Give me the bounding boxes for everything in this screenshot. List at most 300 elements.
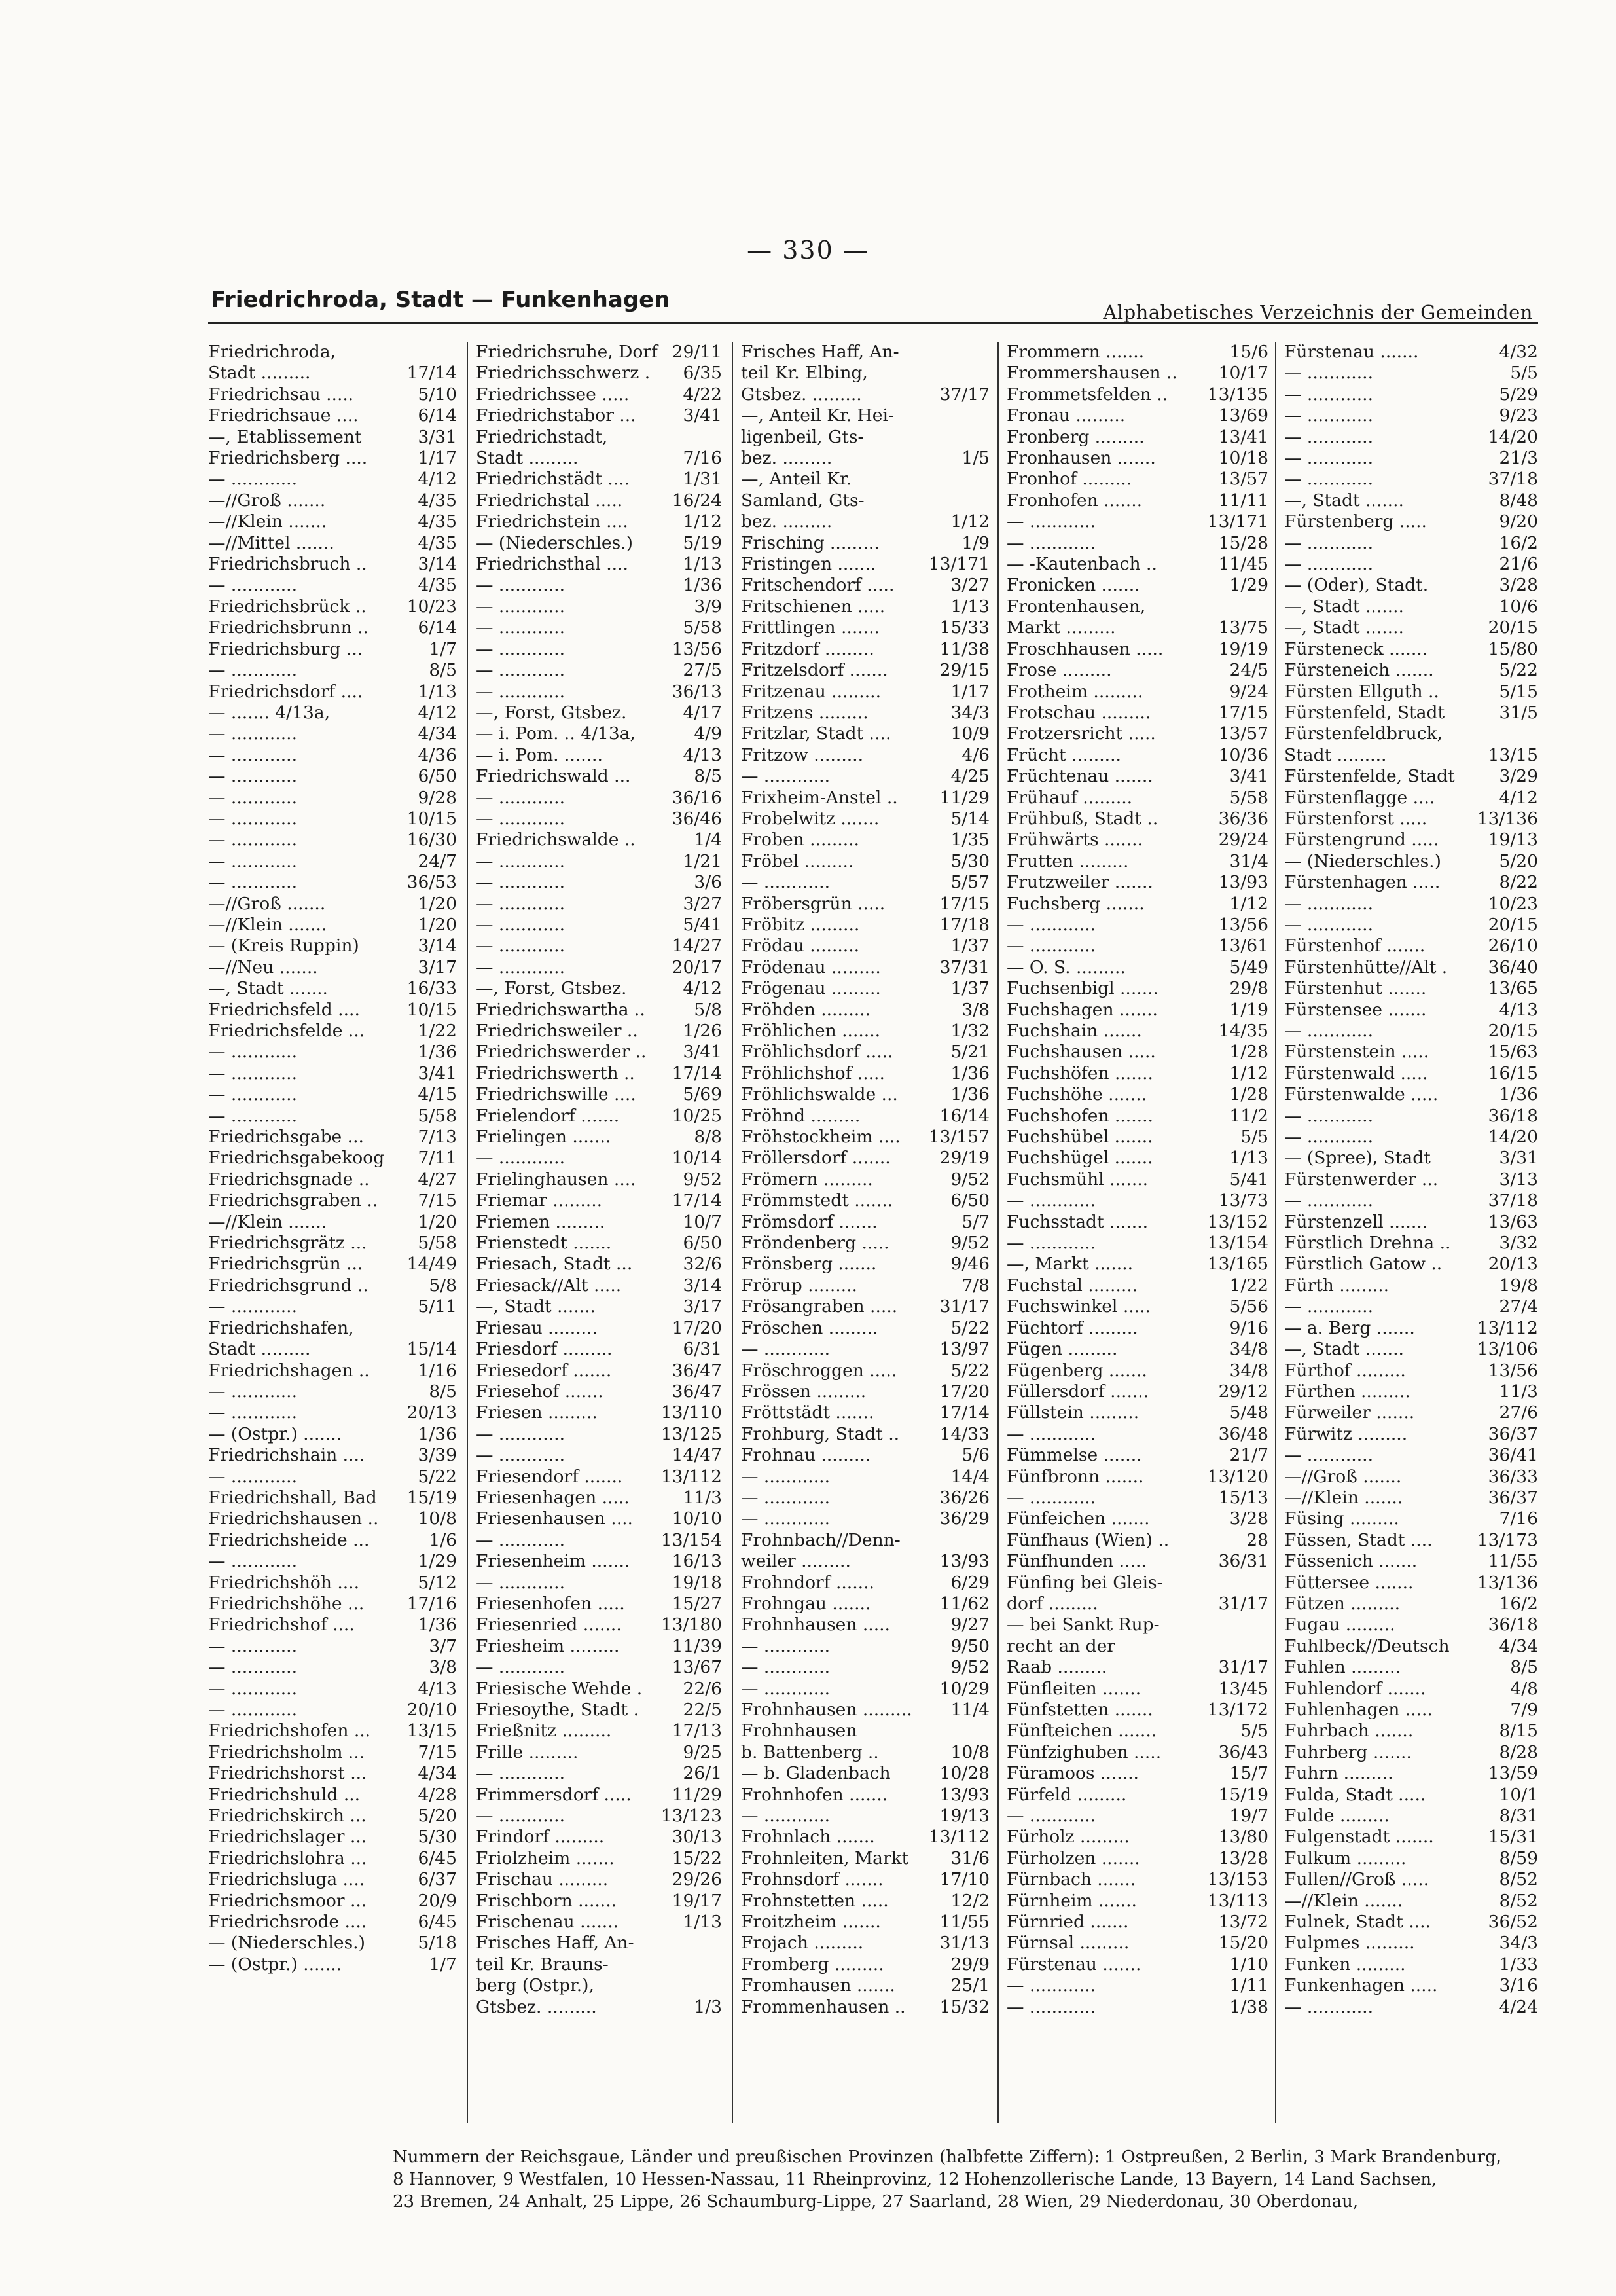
region-code: 1/21: [683, 850, 722, 871]
place-name: Fürstenhütte//Alt .: [1284, 957, 1448, 977]
place-name: Friedrichshofen ...: [208, 1721, 371, 1741]
region-code: 5/22: [950, 1317, 990, 1338]
region-code: 5/21: [950, 1042, 990, 1063]
index-entry: [1007, 1933, 1268, 1954]
place-name: — ............: [1007, 1806, 1096, 1827]
region-code: 4/13: [683, 744, 722, 765]
region-code: 15/20: [1218, 1933, 1268, 1954]
place-name: Friedrichstädt ....: [476, 469, 630, 490]
index-entry: [1284, 427, 1538, 448]
place-name: —//Groß .......: [1284, 1466, 1402, 1487]
place-name: — ............: [476, 893, 566, 914]
index-entry: [741, 511, 990, 532]
header-rule: [208, 322, 1538, 324]
place-name: Friemar .........: [476, 1190, 603, 1211]
place-name: Füssenich .......: [1284, 1551, 1418, 1572]
place-name: — ............: [1007, 1996, 1096, 2017]
place-name: Fürstenfeldbruck,: [1284, 723, 1443, 744]
place-name: Fürstenflagge ....: [1284, 787, 1435, 808]
place-name: Fürstenzell .......: [1284, 1211, 1428, 1232]
place-name: Frojach .........: [741, 1933, 864, 1954]
region-code: 1/17: [950, 681, 990, 702]
place-name: —//Klein .......: [208, 914, 327, 935]
index-entry: [476, 575, 722, 596]
index-entry: [476, 1975, 722, 1996]
place-name: Friesoythe, Stadt .: [476, 1700, 639, 1720]
region-code: 5/58: [418, 1233, 457, 1254]
place-name: — ............: [208, 1084, 298, 1105]
region-code: 3/14: [418, 936, 457, 957]
index-entry: [741, 702, 990, 723]
region-code: 6/31: [683, 1339, 722, 1360]
index-entry: [476, 1190, 722, 1211]
index-entry: [476, 1467, 722, 1487]
index-entry: [476, 1594, 722, 1614]
index-entry: [476, 617, 722, 638]
region-code: 31/5: [1499, 702, 1538, 723]
index-column-3: [732, 342, 990, 2123]
region-code: 13/171: [1207, 511, 1268, 532]
index-entry: [476, 1721, 722, 1741]
region-code: 15/63: [1488, 1042, 1538, 1063]
place-name: Fröhlichswalde ...: [741, 1084, 898, 1105]
index-entry: [476, 1679, 722, 1700]
region-code: 1/12: [1229, 893, 1268, 914]
index-entry: [1284, 1445, 1538, 1466]
place-name: — (Ostpr.) .......: [208, 1954, 342, 1975]
index-entry: [208, 1530, 457, 1551]
index-entry: [741, 957, 990, 978]
index-entry: [1007, 1614, 1268, 1635]
region-code: 17/18: [939, 914, 990, 935]
index-entry: [1007, 1891, 1268, 1912]
index-entry: [208, 1402, 457, 1423]
index-entry: [1007, 872, 1268, 893]
place-name: — ............: [1284, 426, 1374, 447]
index-entry: [1284, 554, 1538, 575]
place-name: Frotschau .........: [1007, 702, 1151, 723]
region-code: 4/25: [950, 766, 990, 787]
index-entry: [1007, 1021, 1268, 1042]
index-entry: [208, 1742, 457, 1763]
index-entry: [476, 1296, 722, 1317]
place-name: — ............: [476, 1763, 566, 1784]
region-code: 1/16: [418, 1360, 457, 1381]
place-name: Fröhden .........: [741, 999, 871, 1020]
index-entry: [476, 1763, 722, 1784]
place-name: Füramoos .......: [1007, 1763, 1139, 1784]
place-name: Fritschendorf .....: [741, 575, 895, 596]
index-entry: [476, 342, 722, 363]
place-name: Fritzelsdorf .......: [741, 660, 888, 681]
index-entry: [741, 1614, 990, 1635]
place-name: Fröhlichsdorf .....: [741, 1042, 893, 1063]
place-name: Friedrichsberg ....: [208, 448, 368, 469]
region-code: 7/13: [418, 1127, 457, 1148]
place-name: Friedrichsgraben ..: [208, 1190, 378, 1211]
region-code: 1/28: [1229, 1042, 1268, 1063]
index-entry: [1284, 363, 1538, 384]
place-name: — ............: [208, 1551, 298, 1572]
region-code: 3/8: [961, 999, 990, 1020]
index-entry: [1007, 1169, 1268, 1190]
region-code: 9/50: [950, 1635, 990, 1656]
place-name: Fronberg .........: [1007, 426, 1145, 447]
index-entry: [476, 1848, 722, 1869]
region-code: 9/20: [1499, 511, 1538, 532]
index-entry: [208, 1551, 457, 1572]
place-name: Frössen .........: [741, 1381, 867, 1402]
index-entry: [476, 533, 722, 554]
region-code: 10/25: [672, 1105, 722, 1126]
index-entry: [741, 788, 990, 809]
place-name: Frohnhofen .......: [741, 1784, 888, 1805]
index-entry: [208, 872, 457, 893]
index-entry: [1007, 682, 1268, 702]
region-code: 5/58: [1229, 787, 1268, 808]
region-code: 4/35: [418, 511, 457, 532]
place-name: Frörup .........: [741, 1275, 857, 1296]
region-code: 29/12: [1218, 1381, 1268, 1402]
place-name: — ............: [476, 872, 566, 893]
index-entry: [1284, 745, 1538, 766]
index-entry: [476, 682, 722, 702]
index-entry: [741, 1551, 990, 1572]
region-code: 13/180: [660, 1614, 722, 1635]
index-entry: [1284, 936, 1538, 957]
index-entry: [1284, 723, 1538, 744]
region-code: 12/2: [950, 1890, 990, 1911]
place-name: — ............: [476, 850, 566, 871]
index-entry: [1284, 1997, 1538, 2018]
region-code: 9/25: [683, 1741, 722, 1762]
index-entry: [1007, 342, 1268, 363]
region-code: 10/15: [406, 999, 457, 1020]
place-name: Fröllersdorf .......: [741, 1148, 891, 1169]
place-name: — O. S. .........: [1007, 957, 1126, 977]
region-code: 9/23: [1499, 405, 1538, 426]
place-name: Fröhstockheim ....: [741, 1127, 901, 1148]
region-code: 17/14: [939, 1402, 990, 1423]
place-name: Frille .........: [476, 1741, 579, 1762]
place-name: Fürwitz .........: [1284, 1423, 1408, 1444]
index-entry: [741, 1487, 990, 1508]
region-code: 22/5: [683, 1700, 722, 1720]
region-code: 36/43: [1218, 1741, 1268, 1762]
region-code: 36/52: [1488, 1912, 1538, 1933]
region-code: 10/9: [950, 723, 990, 744]
region-code: 3/31: [418, 426, 457, 447]
region-code: 5/6: [961, 1445, 990, 1466]
place-name: Friedrichslohra ...: [208, 1848, 367, 1868]
index-entry: [741, 1530, 990, 1551]
region-code: 9/28: [418, 787, 457, 808]
place-name: Fürstenwalde .....: [1284, 1084, 1439, 1105]
index-entry: [1284, 448, 1538, 469]
region-code: 19/13: [939, 1806, 990, 1827]
index-entry: [476, 1445, 722, 1466]
place-name: Fürstenwald .....: [1284, 1063, 1428, 1084]
place-name: ligenbeil, Gts-: [741, 426, 864, 447]
region-code: 20/17: [672, 957, 722, 977]
region-code: 36/37: [1488, 1487, 1538, 1508]
place-name: recht an der: [1007, 1635, 1115, 1656]
place-name: — (Niederschles.): [1284, 850, 1441, 871]
region-code: 1/32: [950, 1021, 990, 1041]
place-name: — ............: [208, 872, 298, 893]
index-entry: [1007, 1233, 1268, 1254]
place-name: — ............: [208, 469, 298, 490]
place-name: Friesehof .......: [476, 1381, 603, 1402]
place-name: Friedrichsgnade ..: [208, 1169, 370, 1190]
place-name: — ............: [1284, 532, 1374, 553]
index-entry: [208, 427, 457, 448]
place-name: — ............: [741, 1657, 831, 1678]
index-entry: [741, 448, 990, 469]
region-code: 10/7: [683, 1211, 722, 1232]
region-code: 13/173: [1477, 1529, 1538, 1550]
place-name: Friemen .........: [476, 1211, 605, 1232]
index-entry: [1007, 554, 1268, 575]
region-code: 13/154: [1207, 1233, 1268, 1254]
index-entry: [208, 660, 457, 681]
place-name: — ............: [1284, 1445, 1374, 1466]
index-entry: [1284, 1869, 1538, 1890]
index-entry: [741, 1827, 990, 1848]
place-name: Fünfteichen .......: [1007, 1721, 1157, 1741]
region-code: 14/35: [1218, 1021, 1268, 1041]
place-name: — -Kautenbach ..: [1007, 554, 1157, 575]
region-code: 5/30: [950, 850, 990, 871]
place-name: —, Stadt .......: [1284, 617, 1404, 638]
index-entry: [1007, 1785, 1268, 1806]
region-code: 9/16: [1229, 1317, 1268, 1338]
region-code: 32/6: [683, 1254, 722, 1275]
region-code: 8/52: [1499, 1869, 1538, 1890]
index-entry: [476, 1275, 722, 1296]
index-entry: [1284, 1106, 1538, 1127]
region-code: 13/56: [672, 638, 722, 659]
place-name: — ............: [1284, 469, 1374, 490]
index-entry: [476, 936, 722, 957]
region-code: 10/28: [939, 1763, 990, 1784]
region-code: 1/28: [1229, 1084, 1268, 1105]
index-entry: [1284, 1212, 1538, 1233]
index-entry: [476, 1636, 722, 1657]
index-entry: [1007, 660, 1268, 681]
index-entry: [741, 1212, 990, 1233]
region-code: 15/19: [1218, 1784, 1268, 1805]
region-code: 36/33: [1488, 1466, 1538, 1487]
index-entry: [476, 1827, 722, 1848]
place-name: Früchtenau .......: [1007, 766, 1153, 787]
place-name: Frömern .........: [741, 1169, 873, 1190]
place-name: — ............: [1284, 363, 1374, 384]
index-entry: [208, 554, 457, 575]
index-columns: [208, 342, 1538, 2142]
index-entry: [1284, 1912, 1538, 1933]
place-name: — ............: [1284, 384, 1374, 405]
region-code: 29/11: [672, 342, 722, 362]
region-code: 3/14: [683, 1275, 722, 1296]
region-code: 6/50: [418, 766, 457, 787]
place-name: — ............: [1284, 914, 1374, 935]
place-name: — ............: [208, 575, 298, 596]
index-entry: [1007, 1360, 1268, 1381]
place-name: teil Kr. Elbing,: [741, 363, 868, 384]
region-code: 17/14: [406, 363, 457, 384]
index-entry: [1284, 1254, 1538, 1275]
index-entry: [208, 1679, 457, 1700]
index-entry: [1284, 915, 1538, 936]
index-entry: [1007, 1000, 1268, 1021]
index-entry: [741, 936, 990, 957]
region-code: 5/58: [683, 617, 722, 638]
region-code: 5/8: [694, 999, 722, 1020]
region-code: 36/40: [1488, 957, 1538, 977]
region-code: 1/13: [1229, 1148, 1268, 1169]
place-name: Fristingen .......: [741, 554, 876, 575]
index-entry: [1007, 1445, 1268, 1466]
region-code: 17/13: [672, 1721, 722, 1741]
index-entry: [208, 1614, 457, 1635]
region-code: 9/52: [950, 1169, 990, 1190]
index-entry: [208, 575, 457, 596]
region-code: 10/10: [672, 1508, 722, 1529]
region-code: 1/12: [683, 511, 722, 532]
index-entry: [208, 1381, 457, 1402]
place-name: berg (Ostpr.),: [476, 1975, 594, 1996]
header-title: Friedrichroda, Stadt — Funkenhagen: [211, 287, 670, 313]
place-name: — ............: [476, 787, 566, 808]
region-code: 3/17: [683, 1296, 722, 1317]
region-code: 8/48: [1499, 490, 1538, 511]
place-name: Fünfstetten .......: [1007, 1700, 1153, 1720]
place-name: Friesheim .........: [476, 1635, 620, 1656]
index-entry: [741, 427, 990, 448]
place-name: Fürweiler .......: [1284, 1402, 1415, 1423]
index-entry: [1284, 702, 1538, 723]
index-entry: [1284, 1487, 1538, 1508]
region-code: 4/35: [418, 490, 457, 511]
index-entry: [1284, 1891, 1538, 1912]
region-code: 29/24: [1218, 829, 1268, 850]
region-code: 16/2: [1499, 1593, 1538, 1614]
place-name: — ............: [741, 1487, 831, 1508]
place-name: Friedrichsruhe, Dorf: [476, 342, 658, 362]
index-entry: [741, 1318, 990, 1339]
region-code: 3/41: [683, 1042, 722, 1063]
region-code: 19/18: [672, 1572, 722, 1593]
index-entry: [741, 1657, 990, 1678]
place-name: Friesenhausen ....: [476, 1508, 633, 1529]
region-code: 31/6: [950, 1848, 990, 1868]
index-entry: [1007, 1339, 1268, 1360]
place-name: Fürholzen .......: [1007, 1848, 1140, 1868]
region-code: 1/33: [1499, 1954, 1538, 1975]
index-entry: [741, 1106, 990, 1127]
place-name: Friedrichsschwerz .: [476, 363, 651, 384]
region-code: 13/73: [1218, 1190, 1268, 1211]
region-code: 1/7: [429, 638, 457, 659]
place-name: —//Groß .......: [208, 490, 326, 511]
region-code: 3/7: [429, 1635, 457, 1656]
region-code: 15/32: [939, 1996, 990, 2017]
place-name: — ............: [741, 1806, 831, 1827]
footer-line: 23 Bremen, 24 Anhalt, 25 Lippe, 26 Schaumburg-Lippe, 27 Saarland, 28 Wien, 29 Niederdonau, 30 Oberdonau,: [393, 2192, 1359, 2212]
place-name: — (Spree), Stadt: [1284, 1148, 1431, 1169]
index-entry: [1007, 788, 1268, 809]
index-entry: [1007, 617, 1268, 638]
region-code: 4/12: [418, 469, 457, 490]
region-code: 36/37: [1488, 1423, 1538, 1444]
place-name: Fuchsstadt .......: [1007, 1211, 1149, 1232]
region-code: 5/22: [950, 1360, 990, 1381]
region-code: 15/31: [1488, 1827, 1538, 1848]
index-entry: [1284, 1806, 1538, 1827]
region-code: 6/50: [683, 1233, 722, 1254]
place-name: Gtsbez. .........: [741, 384, 862, 405]
place-name: Friedrichsau .....: [208, 384, 354, 405]
index-entry: [476, 1487, 722, 1508]
place-name: Fürstenstein .....: [1284, 1042, 1429, 1063]
place-name: Funkenhagen .....: [1284, 1975, 1438, 1996]
region-code: 36/48: [1218, 1423, 1268, 1444]
place-name: Friedrichstadt,: [476, 426, 608, 447]
region-code: 1/13: [418, 681, 457, 702]
region-code: 5/10: [418, 384, 457, 405]
index-entry: [1007, 1296, 1268, 1317]
region-code: 5/49: [1229, 957, 1268, 977]
index-entry: [741, 1975, 990, 1996]
place-name: Fuchsberg .......: [1007, 893, 1145, 914]
index-column-2: [467, 342, 722, 2123]
place-name: —//Groß .......: [208, 893, 326, 914]
region-code: 5/15: [1499, 681, 1538, 702]
index-entry: [741, 851, 990, 872]
region-code: 6/45: [418, 1912, 457, 1933]
index-entry: [1284, 1381, 1538, 1402]
place-name: — ............: [1284, 1190, 1374, 1211]
index-entry: [1284, 1657, 1538, 1678]
place-name: — ............: [208, 1678, 298, 1699]
region-code: 37/31: [939, 957, 990, 977]
place-name: Markt .........: [1007, 617, 1116, 638]
place-name: Fritzenau .........: [741, 681, 881, 702]
index-entry: [741, 1445, 990, 1466]
place-name: Friedrichsmoor ...: [208, 1890, 367, 1911]
index-entry: [1007, 1742, 1268, 1763]
region-code: 1/20: [418, 914, 457, 935]
index-entry: [208, 1212, 457, 1233]
index-entry: [208, 1106, 457, 1127]
index-entry: [1284, 1084, 1538, 1105]
region-code: 1/10: [1229, 1954, 1268, 1975]
index-entry: [1007, 766, 1268, 787]
index-entry: [476, 1021, 722, 1042]
index-entry: [1007, 1806, 1268, 1827]
region-code: 4/12: [1499, 787, 1538, 808]
place-name: Friedrichswerth ..: [476, 1063, 635, 1084]
region-code: 5/20: [1499, 850, 1538, 871]
index-entry: [741, 1679, 990, 1700]
index-entry: [1007, 723, 1268, 744]
index-entry: [1284, 766, 1538, 787]
index-entry: [741, 766, 990, 787]
place-name: Stadt .........: [476, 448, 579, 469]
place-name: — ............: [476, 1148, 566, 1169]
region-code: 4/34: [418, 723, 457, 744]
